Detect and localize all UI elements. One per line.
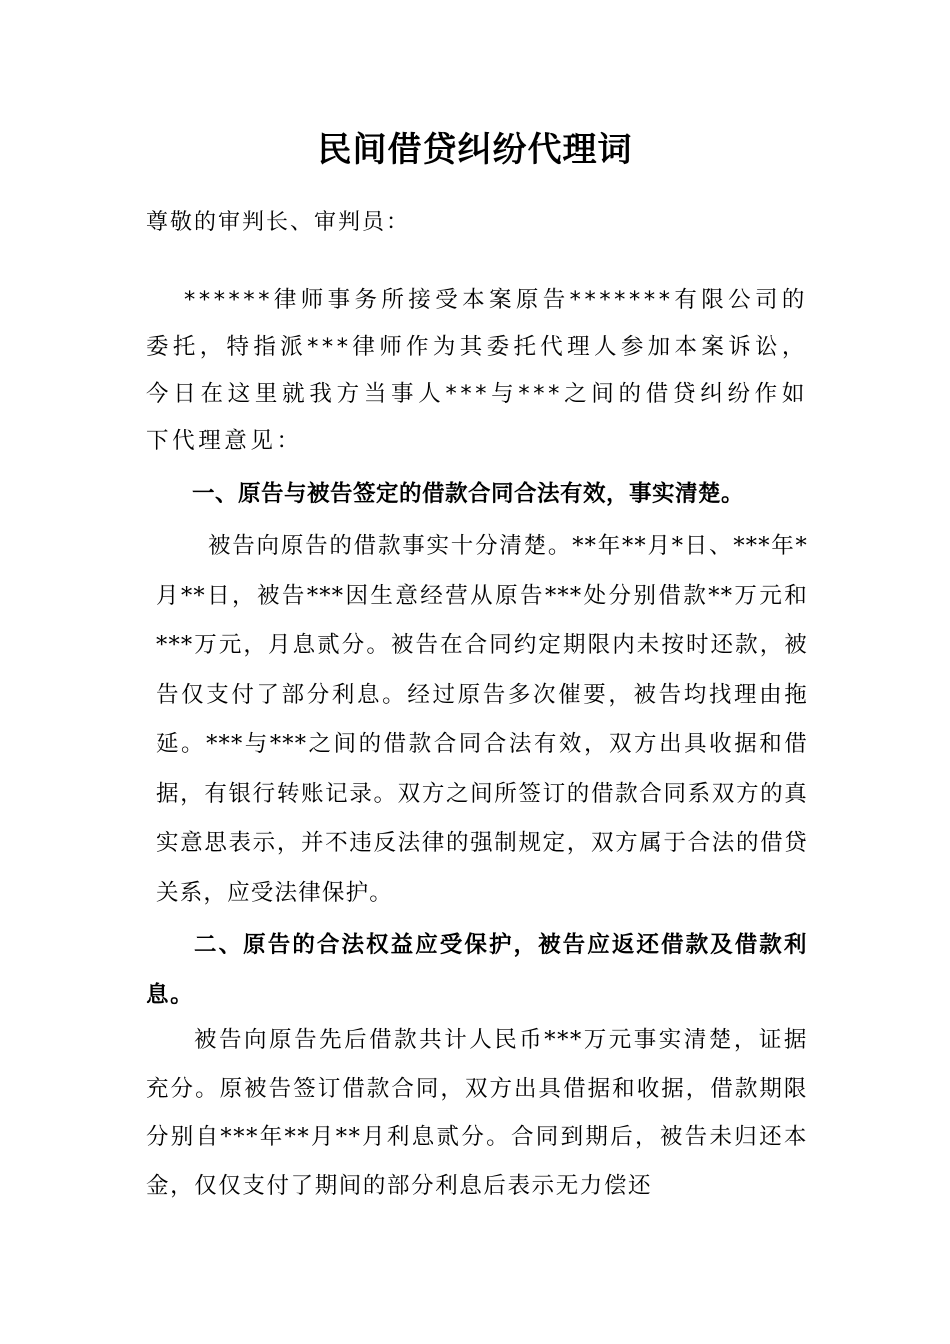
section-1-paragraph: 被告向原告的借款事实十分清楚。**年**月*日、***年*月**日，被告***因生意经营从原告***处分别借款**万元和***万元，月息贰分。被告在合同约定期限内未按时还款，被告仅支付了部分利息。经过原告多次催要，被告均找理由拖延。***与***之间的借款合同合法有效，双方出具收据和借据，有银行转账记录。双方之间所签订的借款合同系双方的真实意思表示，并不违反法律的强制规定，双方属于合法的借贷关系，应受法律保护。: [156, 533, 808, 906]
section-heading-1: 一、原告与被告签定的借款合同合法有效，事实清楚。: [192, 481, 745, 507]
section-2-paragraph: 被告向原告先后借款共计人民币***万元事实清楚，证据充分。原被告签订借款合同，双方出具借据和收据，借款期限分别自***年**月**月利息贰分。合同到期后，被告未归还本金，仅仅支付了期间的部分利息后表示无力偿还: [146, 1027, 808, 1199]
salutation: 尊敬的审判长、审判员：: [146, 210, 411, 235]
opening-paragraph: ******律师事务所接受本案原告*******有限公司的委托，特指派***律师作为其委托代理人参加本案诉讼，今日在这里就我方当事人***与***之间的借贷纠纷作如下代理意见：: [146, 287, 808, 454]
document-title: 民间借贷纠纷代理词: [317, 130, 633, 170]
section-heading-2: 二、原告的合法权益应受保护，被告应返还借款及借款利息。: [146, 932, 808, 1008]
